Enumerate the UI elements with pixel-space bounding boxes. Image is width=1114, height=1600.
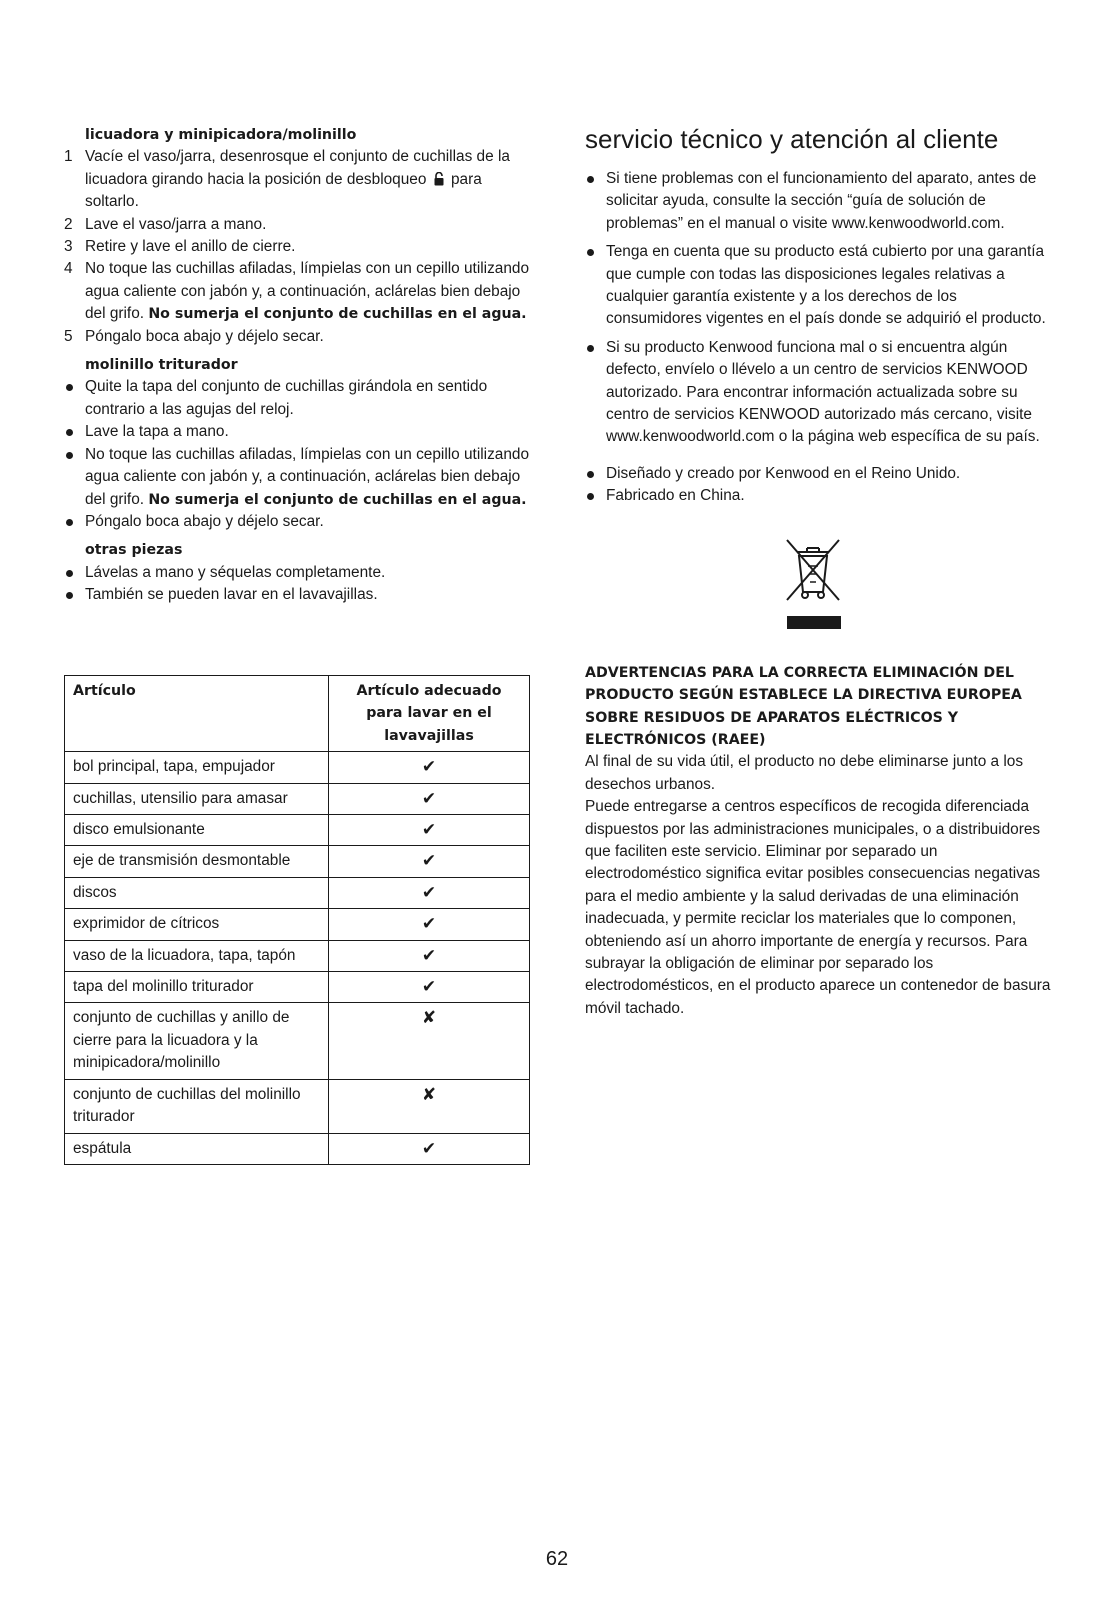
table-row bbox=[65, 1079, 530, 1133]
item-cell: espátula bbox=[65, 1133, 329, 1164]
service-title: servicio técnico y atención al cliente bbox=[585, 124, 999, 154]
table-row bbox=[65, 783, 530, 814]
dishwasher-table bbox=[64, 675, 530, 1165]
table-row bbox=[65, 1133, 530, 1164]
unlock-icon bbox=[434, 172, 444, 186]
table-row bbox=[65, 940, 530, 971]
list-item: Lave la tapa a mano. bbox=[64, 421, 530, 443]
column-header-dishwasher: Artículo adecuado para lavar en el lavavajillas bbox=[329, 676, 530, 752]
check-icon: ✔ bbox=[329, 752, 530, 783]
item-cell: exprimidor de cítricos bbox=[65, 909, 329, 940]
column-header-item: Artículo bbox=[65, 676, 329, 752]
page-number: 62 bbox=[545, 1548, 569, 1570]
check-icon: ✔ bbox=[329, 909, 530, 940]
check-icon: ✔ bbox=[329, 940, 530, 971]
cross-icon: ✘ bbox=[329, 1003, 530, 1079]
mill-list bbox=[64, 376, 530, 533]
item-cell: tapa del molinillo triturador bbox=[65, 972, 329, 1003]
check-icon: ✔ bbox=[329, 1133, 530, 1164]
check-icon: ✔ bbox=[329, 783, 530, 814]
weee-paragraph-2: Puede entregarse a centros específicos de recogida diferenciada dispuestos por las administraciones municipales, o a distribuidores que faciliten este servicio. Eliminar por separado un electrodoméstico significa evitar posibles consecuencias negativas para el medio ambiente y la salud derivadas de una eliminación inadecuada, y permite reciclar los materiales que lo componen, obteniendo así un ahorro importante de energía y recursos. Para subrayar la obligación de eliminar por separado los electrodomésticos, en el producto aparece un contenedor de basura móvil tachado. bbox=[585, 798, 1051, 1017]
table-row bbox=[65, 846, 530, 877]
blender-step-4: 4 No toque las cuchillas afiladas, límpielas con un cepillo utilizando agua caliente con jabón y, a continuación, aclárelas bien debajo del grifo. No sumerja el conjunto de cuchillas en el agua. bbox=[64, 260, 530, 323]
other-parts-heading: otras piezas bbox=[85, 542, 183, 559]
blender-step-3: 3 Retire y lave el anillo de cierre. bbox=[64, 238, 296, 256]
weee-title: ADVERTENCIAS PARA LA CORRECTA ELIMINACIÓN DEL PRODUCTO SEGÚN ESTABLECE LA DIRECTIVA EUROPEA SOBRE RESIDUOS DE APARATOS ELÉCTRICOS Y ELECTRÓNICOS (RAEE) bbox=[585, 664, 1022, 748]
check-icon: ✔ bbox=[329, 972, 530, 1003]
table-row bbox=[65, 1003, 530, 1079]
blender-heading: licuadora y minipicadora/molinillo bbox=[85, 127, 357, 143]
item-cell: conjunto de cuchillas del molinillo triturador bbox=[65, 1079, 329, 1133]
list-item: Si su producto Kenwood funciona mal o si encuentra algún defecto, envíelo o llévelo a un centro de servicios KENWOOD autorizado. Para encontrar información actualizada sobre su centro de servicios KENWOOD autorizado más cercano, visite www.kenwoodworld.com o la página web específica de su país. bbox=[585, 337, 1055, 449]
table-row bbox=[65, 972, 530, 1003]
origin-list bbox=[585, 463, 1055, 508]
blender-step-1: 1 Vacíe el vaso/jarra, desenrosque el conjunto de cuchillas de la licuadora girando hacia la posición de desbloqueo para soltarlo. bbox=[64, 148, 510, 211]
service-list bbox=[585, 168, 1055, 449]
table-row bbox=[65, 752, 530, 783]
left-column bbox=[64, 124, 530, 607]
list-item: Diseñado y creado por Kenwood en el Reino Unido. bbox=[585, 463, 1055, 485]
list-item: Fabricado en China. bbox=[585, 485, 1055, 507]
list-item: Si tiene problemas con el funcionamiento del aparato, antes de solicitar ayuda, consulte la sección “guía de solución de problemas” en el manual o visite www.kenwoodworld.com. bbox=[585, 168, 1055, 235]
cross-icon: ✘ bbox=[329, 1079, 530, 1133]
item-cell: conjunto de cuchillas y anillo de cierre para la licuadora y la minipicadora/molinillo bbox=[65, 1003, 329, 1079]
warning-text: No sumerja el conjunto de cuchillas en el agua. bbox=[148, 491, 527, 508]
list-item: Tenga en cuenta que su producto está cubierto por una garantía que cumple con todas las disposiciones legales relativas a cualquier garantía existente y a los derechos de los consumidores vigentes en el país donde se adquirió el producto. bbox=[585, 241, 1055, 331]
table-header-row bbox=[65, 676, 530, 752]
list-item: Póngalo boca abajo y déjelo secar. bbox=[64, 511, 530, 533]
other-parts-list bbox=[64, 562, 530, 607]
list-item: Lávelas a mano y séquelas completamente. bbox=[64, 562, 530, 584]
item-cell: eje de transmisión desmontable bbox=[65, 846, 329, 877]
list-item: No toque las cuchillas afiladas, límpielas con un cepillo utilizando agua caliente con jabón y, a continuación, aclárelas bien debajo del grifo. No sumerja el conjunto de cuchillas en el agua. bbox=[64, 444, 530, 511]
table-row bbox=[65, 877, 530, 908]
table-row bbox=[65, 909, 530, 940]
item-cell: vaso de la licuadora, tapa, tapón bbox=[65, 940, 329, 971]
blender-steps bbox=[64, 146, 530, 348]
weee-paragraph-1: Al final de su vida útil, el producto no debe eliminarse junto a los desechos urbanos. bbox=[585, 753, 1024, 793]
item-cell: cuchillas, utensilio para amasar bbox=[65, 783, 329, 814]
list-item: Quite la tapa del conjunto de cuchillas girándola en sentido contrario a las agujas del reloj. bbox=[64, 376, 530, 421]
table-row bbox=[65, 815, 530, 846]
check-icon: ✔ bbox=[329, 815, 530, 846]
warning-text: No sumerja el conjunto de cuchillas en el agua. bbox=[148, 306, 527, 323]
item-cell: disco emulsionante bbox=[65, 815, 329, 846]
list-item: También se pueden lavar en el lavavajillas. bbox=[64, 584, 530, 606]
item-cell: bol principal, tapa, empujador bbox=[65, 752, 329, 783]
check-icon: ✔ bbox=[329, 877, 530, 908]
right-column bbox=[585, 124, 1055, 1020]
blender-step-2: 2 Lave el vaso/jarra a mano. bbox=[64, 215, 267, 233]
mill-heading: molinillo triturador bbox=[85, 357, 238, 374]
item-cell: discos bbox=[65, 877, 329, 908]
check-icon: ✔ bbox=[329, 846, 530, 877]
blender-step-5: 5 Póngalo boca abajo y déjelo secar. bbox=[64, 327, 324, 345]
crossed-out-wheelie-bin-icon bbox=[783, 536, 843, 632]
